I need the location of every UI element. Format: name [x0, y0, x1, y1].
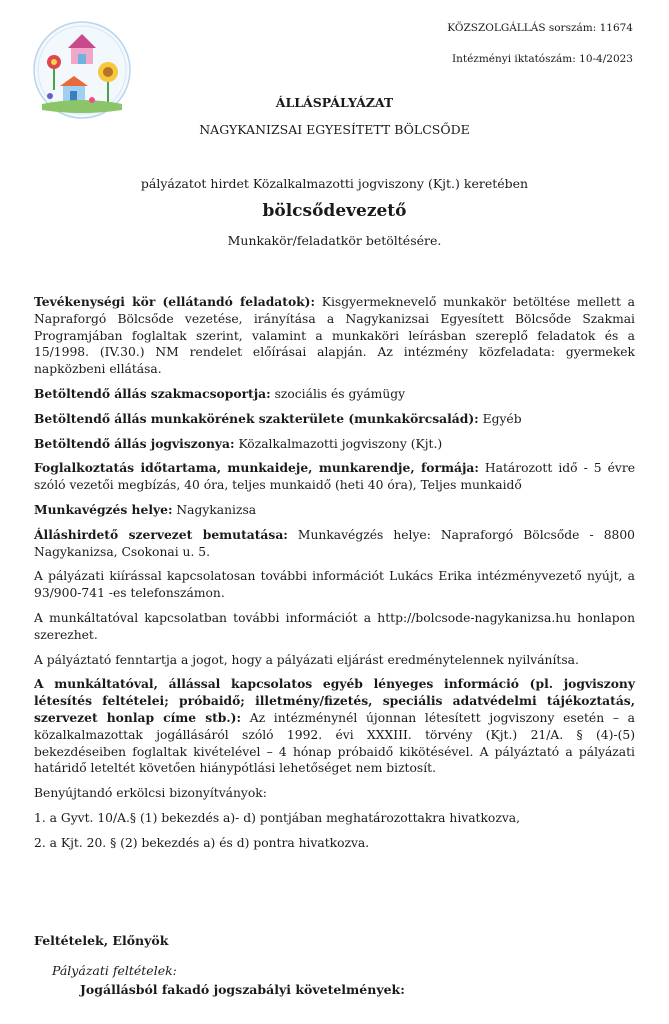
- section-label: Álláshirdető szervezet bemutatása:: [34, 526, 288, 542]
- section-label: Foglalkoztatás időtartama, munkaideje, munkarendje, formája:: [34, 460, 479, 476]
- section-text: 1. a Gyvt. 10/A.§ (1) bekezdés a)- d) pontjában meghatározottakra hivatkozva,: [34, 810, 521, 825]
- section-text: A munkáltatóval kapcsolatban további információt a http://bolcsode-nagykanizsa.hu honlapon szerezhet.: [34, 610, 635, 642]
- intro-text: pályázatot hirdet Közalkalmazotti jogviszony (Kjt.) keretében: [140, 176, 529, 191]
- page-title: ÁLLÁSPÁLYÁZAT: [275, 95, 394, 110]
- section-paragraph: [34, 436, 635, 453]
- registry-number: Intézményi iktatószám: 10-4/2023: [451, 53, 633, 65]
- section-paragraph: [34, 835, 635, 852]
- section-text: Kisgyermeknevelő munkakör betöltése mellett a Napraforgó Bölcsőde vezetése, irányítása a Nagykanizsai Egyesített Bölcsőde Szakmai Programjában foglaltak szerint, valamint a munkaköri leírásban szereplő feladatok és a 15/1998. (IV.30.) NM rendelet előírásai alapján. Az intézmény közfeladata: gyermekek napközbeni ellátása.: [34, 295, 635, 377]
- section-text: Egyéb: [478, 411, 522, 426]
- section-paragraph: [34, 294, 635, 378]
- position-subtitle: Munkakör/feladatkör betöltésére.: [227, 233, 442, 248]
- section-paragraph: [34, 568, 635, 602]
- section-paragraph: [34, 785, 635, 802]
- section-paragraph: [34, 460, 635, 494]
- section-paragraph: [34, 386, 635, 403]
- section-text: 2. a Kjt. 20. § (2) bekezdés a) és d) pontra hivatkozva.: [34, 835, 370, 850]
- section-text: szociális és gyámügy: [270, 386, 406, 401]
- legal-requirements-heading: Jogállásból fakadó jogszabályi követelmények:: [80, 982, 405, 997]
- service-number: KÖZSZOLGÁLLÁS sorszám: 11674: [447, 22, 633, 34]
- section-text: Munkavégzés helye: Napraforgó Bölcsőde - 8800 Nagykanizsa, Csokonai u. 5.: [34, 527, 635, 559]
- section-text: Határozott idő - 5 évre szóló vezetői megbízás, 40 óra, teljes munkaidő (heti 40 óra), Teljes munkaidő: [34, 461, 635, 493]
- section-paragraph: [34, 676, 635, 777]
- section-paragraph: [34, 411, 635, 428]
- section-text: A pályáztató fenntartja a jogot, hogy a pályázati eljárást eredménytelennek nyilvánítsa.: [34, 652, 579, 667]
- section-label: Tevékenységi kör (ellátandó feladatok):: [34, 294, 316, 309]
- section-paragraph: [34, 502, 635, 519]
- section-label: A munkáltatóval, állással kapcsolatos egyéb lényeges információ (pl. jogviszony létesítés feltételei; próbaidő; illetmény/fizetés, speciális adatvédelmi tájékoztatás, szervezet honlap címe stb.):: [34, 676, 635, 725]
- section-paragraph: [34, 610, 635, 644]
- document-body: [34, 294, 635, 860]
- section-text: A pályázati kiírással kapcsolatosan további információt Lukács Erika intézményvezető nyújt, a 93/900-741 -es telefonszámon.: [34, 569, 635, 601]
- position-title: bölcsődevezető: [262, 201, 407, 221]
- section-paragraph: [34, 810, 635, 827]
- section-text: Az intézménynél újonnan létesített jogviszony esetén – a közalkalmazottak jogállásáról szóló 1992. évi XXXIII. törvény (Kjt.) 21/A. § (4)-(5) bekezdéseiben foglaltak kivételével – 4 hónap próbaidő kikötésével. A pályáztató a pályázati határidő leteltét követően hiánypótlási lehetőséget nem biztosít.: [34, 710, 636, 776]
- section-text: Benyújtandó erkölcsi bizonyítványok:: [34, 786, 267, 801]
- section-label: Betöltendő állás munkakörének szakterülete (munkakörcsalád):: [34, 410, 479, 426]
- section-label: Betöltendő állás jogviszonya:: [34, 435, 235, 451]
- section-label: Munkavégzés helye:: [34, 501, 173, 517]
- conditions-heading: Feltételek, Előnyök: [34, 933, 169, 948]
- section-text: Nagykanizsa: [172, 502, 257, 517]
- application-conditions-heading: Pályázati feltételek:: [52, 963, 177, 978]
- section-paragraph: [34, 527, 635, 561]
- organization-name: NAGYKANIZSAI EGYESÍTETT BÖLCSŐDE: [199, 122, 470, 137]
- section-paragraph: [34, 652, 635, 669]
- section-text: Közalkalmazotti jogviszony (Kjt.): [234, 436, 443, 451]
- section-label: Betöltendő állás szakmacsoportja:: [34, 385, 271, 401]
